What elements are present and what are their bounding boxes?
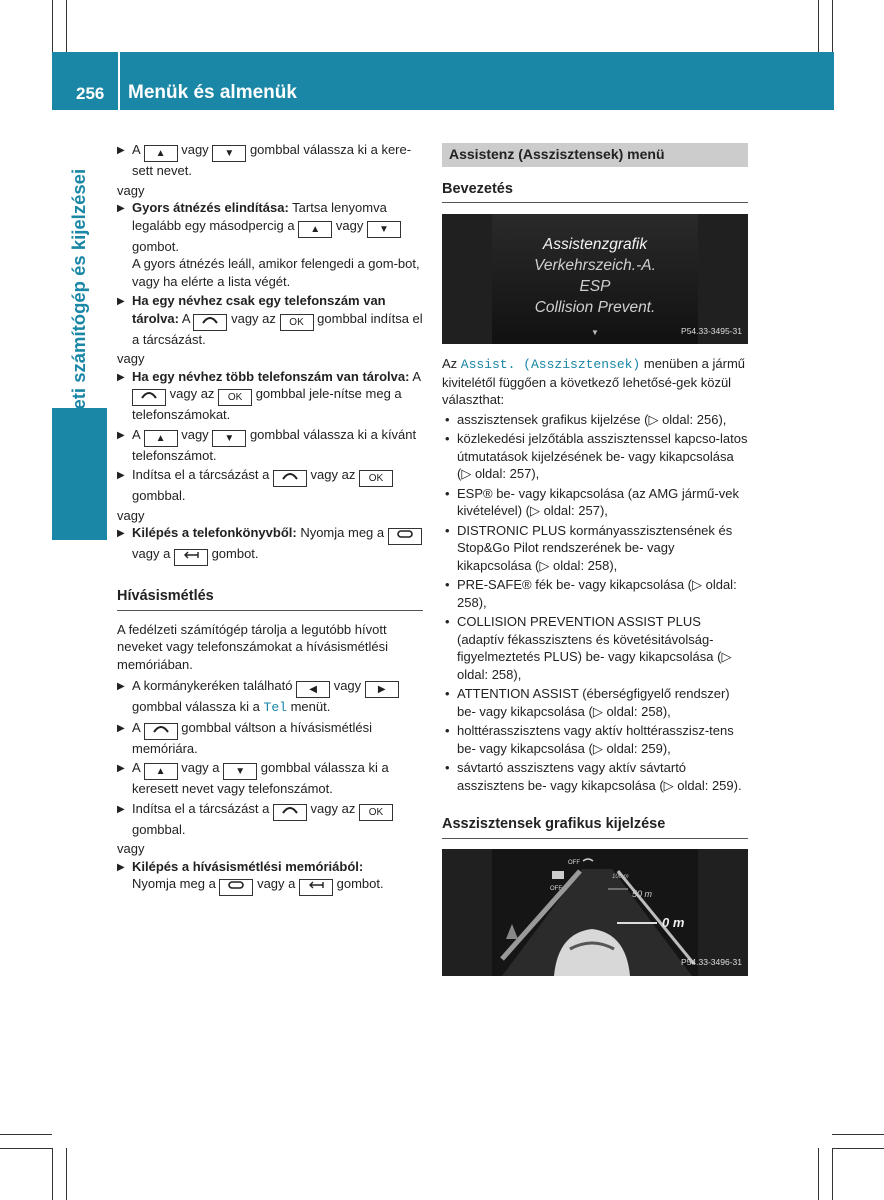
phone-key-icon	[144, 723, 178, 740]
list-item	[442, 522, 748, 575]
left-key-icon: ◀	[296, 681, 330, 698]
or-text: vagy	[117, 351, 145, 366]
arrow-icon: ▶	[117, 371, 125, 383]
crop-mark	[0, 1148, 52, 1149]
bullet-icon: •	[445, 760, 450, 775]
list-item	[442, 411, 748, 429]
list-item: ▶ A gombbal váltson a hívásismétlési memóriára.	[117, 719, 372, 756]
side-tab-label: Fedélzeti számítógép és kijelzései	[68, 168, 89, 468]
bullet-icon: •	[445, 431, 450, 446]
section-heading-redial: Hívásismétlés	[117, 588, 423, 611]
hangup-key-icon	[388, 528, 422, 545]
image-reference: P54.33-3496-31	[681, 957, 742, 967]
list-item: ▶ A ▲ vagy a ▼ gombbal válassza ki a keresett nevet vagy telefonszámot.	[117, 760, 389, 796]
crop-mark	[832, 1148, 884, 1149]
list-item: ▶ A kormánykeréken található ◀ vagy ▶ gombbal válassza ki a Tel menüt.	[117, 677, 423, 717]
paragraph: A fedélzeti számítógép tárolja a legutóbb hívott neveket vagy telefonszámokat a hívásismétlési memóriában.	[117, 621, 388, 672]
list-item	[442, 685, 748, 720]
arrow-icon: ▶	[117, 528, 125, 539]
phone-key-icon	[132, 389, 166, 406]
bullet-icon: •	[445, 577, 450, 592]
down-key-icon: ▼	[212, 430, 246, 447]
list-item	[442, 576, 748, 611]
right-key-icon: ▶	[365, 681, 399, 698]
list-item-text: PRE-SAFE® fék be- vagy kikapcsolása (▷ oldal: 258),	[457, 577, 737, 610]
crop-mark	[818, 0, 819, 52]
list-item-text: közlekedési jelzőtábla asszisztenssel kapcso-latos útmutatások kijelzésének be- vagy kikapcsolása (▷ oldal: 257),	[457, 431, 748, 481]
crop-mark	[832, 0, 833, 52]
crop-mark	[66, 1148, 67, 1200]
crop-mark	[52, 1148, 53, 1200]
ok-key-icon: OK	[280, 314, 314, 331]
distance-label: 0 m	[662, 914, 685, 930]
image-reference: P54.33-3495-31	[681, 325, 742, 336]
ok-key-icon: OK	[359, 470, 393, 487]
phone-key-icon	[193, 314, 227, 331]
list-item	[442, 485, 748, 520]
up-key-icon: ▲	[144, 763, 178, 780]
list-item: ▶ A ▲ vagy ▼ gombbal válassza ki a kere-sett nevet.	[117, 142, 412, 178]
bullet-icon: •	[445, 723, 450, 738]
menu-line: Verkehrszeich.-A.	[534, 257, 656, 274]
menu-name-tel: Tel	[263, 700, 287, 715]
list-item: ▶ Indítsa el a tárcsázást a vagy az OK gombbal.	[117, 800, 423, 839]
arrow-icon: ▶	[117, 296, 125, 307]
crop-mark	[818, 1148, 819, 1200]
list-item: ▶ Gyors átnézés elindítása: Tartsa lenyomva legalább egy másodpercig a ▲ vagy ▼ gombot. A gyors átnézés leáll, amikor felengedi a gom-bot, vagy ha elérte a lista végét.	[117, 200, 420, 289]
crop-mark	[832, 1134, 884, 1135]
list-item-text: ATTENTION ASSIST (éberségfigyelő rendszer) be- vagy kikapcsolása (▷ oldal: 258),	[457, 686, 730, 719]
distance-label: 50 m	[632, 888, 653, 899]
list-item	[442, 759, 748, 794]
option-list	[442, 411, 748, 795]
arrow-icon: ▶	[117, 861, 125, 873]
page-number: 256	[76, 84, 105, 103]
list-item	[442, 613, 748, 683]
up-key-icon: ▲	[298, 221, 332, 238]
list-item: ▶ Ha egy névhez több telefonszám van tárolva: A vagy az OK gombbal jele-nítse meg a telefonszámokat.	[117, 368, 421, 422]
down-key-icon: ▼	[212, 145, 246, 162]
phone-key-icon	[273, 804, 307, 821]
assist-graphic-screen-image	[442, 849, 748, 976]
list-item: ▶ Ha egy névhez csak egy telefonszám van tárolva: A vagy az OK gombbal indítsa el a tárcsázást.	[117, 293, 423, 347]
chapter-title: Menük és almenük	[128, 82, 297, 103]
arrow-icon: ▶	[117, 429, 125, 441]
up-key-icon: ▲	[144, 430, 178, 447]
list-item-text: asszisztensek grafikus kijelzése (▷ oldal: 256),	[457, 411, 727, 427]
arrow-icon: ▶	[117, 145, 125, 156]
list-item	[442, 430, 748, 483]
header-divider	[118, 52, 120, 110]
crop-mark	[832, 1148, 833, 1200]
off-label: OFF	[568, 859, 580, 866]
distance-label: 100 m	[612, 873, 629, 880]
list-item-text: holttérasszisztens vagy aktív holttérasszisz-tens be- vagy kikapcsolása (▷ oldal: 259),	[457, 723, 734, 756]
list-item: ▶ Kilépés a telefonkönyvből: Nyomja meg a vagy a gombot.	[117, 524, 423, 566]
section-heading-intro: Bevezetés	[442, 181, 748, 204]
menu-line-selected: Assistenzgrafik	[542, 236, 648, 253]
bullet-icon: •	[445, 614, 450, 629]
menu-line: Collision Prevent.	[534, 299, 656, 316]
or-text: vagy	[117, 182, 145, 198]
right-column	[442, 143, 748, 976]
list-item-text: sávtartó asszisztens vagy aktív sávtartó asszisztens be- vagy kikapcsolása (▷ oldal: 259).	[457, 760, 742, 793]
crop-mark	[66, 0, 67, 52]
bullet-icon: •	[445, 485, 450, 501]
ok-key-icon: OK	[359, 804, 393, 821]
crop-mark	[0, 1134, 52, 1135]
arrow-icon: ▶	[117, 203, 125, 214]
down-key-icon: ▼	[367, 221, 401, 238]
or-text: vagy	[117, 507, 145, 523]
back-key-icon	[174, 549, 208, 566]
crop-mark	[52, 0, 53, 52]
paragraph: Az Assist. (Asszisztensek) menüben a jármű kivitelétől függően a következő lehetősé-gek közül választhat:	[442, 356, 746, 407]
list-item	[442, 722, 748, 757]
or-text: vagy	[117, 841, 145, 856]
list-item-text: COLLISION PREVENTION ASSIST PLUS (adaptív fékasszisztens és követésitávolság-figyelmeztetés PLUS) be- vagy kikapcsolása (▷ oldal: 258),	[457, 614, 732, 682]
up-key-icon: ▲	[144, 145, 178, 162]
arrow-icon: ▶	[117, 722, 125, 734]
hangup-key-icon	[219, 879, 253, 896]
menu-line: ESP	[579, 278, 611, 295]
scroll-down-icon: ▼	[591, 328, 599, 337]
arrow-icon: ▶	[117, 470, 125, 481]
list-item: ▶ A ▲ vagy ▼ gombbal válassza ki a kívánt telefonszámot.	[117, 426, 417, 463]
left-column	[117, 141, 423, 898]
arrow-icon: ▶	[117, 763, 125, 774]
section-heading-assist-menu: Assistenz (Asszisztensek) menü	[442, 143, 748, 167]
list-item: ▶ Indítsa el a tárcsázást a vagy az OK gombbal.	[117, 466, 423, 505]
bullet-icon: •	[445, 686, 450, 701]
phone-key-icon	[273, 470, 307, 487]
section-heading-graphic: Asszisztensek grafikus kijelzése	[442, 816, 748, 839]
off-label: OFF	[550, 885, 562, 892]
arrow-icon: ▶	[117, 681, 125, 692]
list-item-text: ESP® be- vagy kikapcsolása (az AMG jármű-vek kivételével) (▷ oldal: 257),	[457, 485, 739, 518]
ok-key-icon: OK	[218, 389, 252, 406]
list-item-text: DISTRONIC PLUS kormányasszisztensének és Stop&Go Pilot rendszerének be- vagy kikapcsolása (▷ oldal: 258),	[457, 522, 733, 573]
back-key-icon	[299, 879, 333, 896]
bullet-icon: •	[445, 411, 450, 427]
bullet-icon: •	[445, 522, 450, 538]
assist-menu-screen-image	[442, 214, 748, 344]
down-key-icon: ▼	[223, 763, 257, 780]
list-item: ▶ Kilépés a hívásismétlési memóriából: Nyomja meg a vagy a gombot.	[117, 858, 423, 897]
arrow-icon: ▶	[117, 803, 125, 815]
menu-name-assist: Assist. (Asszisztensek)	[460, 357, 641, 372]
